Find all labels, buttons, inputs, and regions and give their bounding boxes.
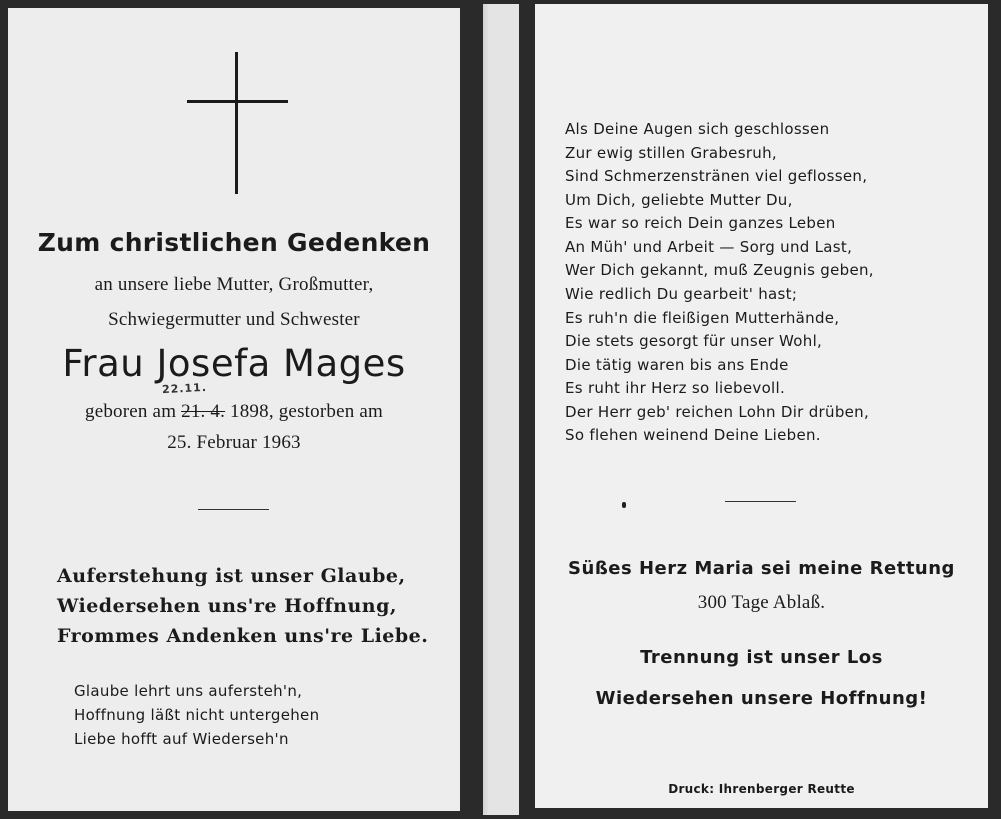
poem-line-10: Die stets gesorgt für unser Wohl, bbox=[565, 332, 823, 350]
birth-prefix: geboren am bbox=[85, 401, 177, 422]
poem-line-14: So flehen weinend Deine Lieben. bbox=[565, 426, 821, 444]
closing-line-1: Trennung ist unser Los bbox=[640, 647, 883, 668]
divider bbox=[198, 509, 269, 510]
ink-speck bbox=[622, 502, 626, 508]
motto-line-2: Wiedersehen uns're Hoffnung, bbox=[57, 595, 397, 617]
poem-line-2: Zur ewig stillen Grabesruh, bbox=[565, 144, 777, 162]
poem-line-12: Es ruht ihr Herz so liebevoll. bbox=[565, 379, 786, 397]
poem-line-6: An Müh' und Arbeit — Sorg und Last, bbox=[565, 238, 853, 256]
memorial-heading: Zum christlichen Gedenken bbox=[37, 228, 431, 257]
handwritten-date-correction: 22.11. bbox=[161, 380, 208, 397]
birth-rest: 1898, gestorben am bbox=[230, 401, 383, 422]
poem-line-3: Sind Schmerzenstränen viel geflossen, bbox=[565, 167, 868, 185]
poem-line-5: Es war so reich Dein ganzes Leben bbox=[565, 214, 836, 232]
death-date: 25. Februar 1963 bbox=[167, 432, 301, 453]
dedication-line-1: an unsere liebe Mutter, Großmutter, bbox=[94, 274, 374, 295]
motto-line-3: Frommes Andenken uns're Liebe. bbox=[57, 625, 429, 647]
cross-icon bbox=[235, 52, 238, 194]
fold-shadow bbox=[483, 4, 489, 815]
cross-icon-bar bbox=[187, 100, 288, 103]
printer-credit: Druck: Ihrenberger Reutte bbox=[668, 782, 855, 796]
verse-line-3: Liebe hofft auf Wiederseh'n bbox=[74, 730, 289, 748]
poem-line-8: Wie redlich Du gearbeit' hast; bbox=[565, 285, 798, 303]
poem-line-1: Als Deine Augen sich geschlossen bbox=[565, 120, 830, 138]
poem-line-9: Es ruh'n die fleißigen Mutterhände, bbox=[565, 309, 840, 327]
poem-line-11: Die tätig waren bis ans Ende bbox=[565, 356, 789, 374]
birth-death-line bbox=[8, 401, 460, 423]
verse-line-2: Hoffnung läßt nicht untergehen bbox=[74, 706, 320, 724]
poem-line-4: Um Dich, geliebte Mutter Du, bbox=[565, 191, 793, 209]
verse-line-1: Glaube lehrt uns aufersteh'n, bbox=[74, 682, 303, 700]
motto-line-1: Auferstehung ist unser Glaube, bbox=[57, 565, 406, 587]
struck-birth-date: 21. 4. bbox=[181, 401, 226, 422]
poem-line-7: Wer Dich gekannt, muß Zeugnis geben, bbox=[565, 261, 874, 279]
left-card bbox=[8, 8, 460, 811]
dedication-line-2: Schwiegermutter und Schwester bbox=[108, 309, 360, 330]
prayer-line: Süßes Herz Maria sei meine Rettung bbox=[568, 558, 955, 579]
closing-line-2: Wiedersehen unsere Hoffnung! bbox=[595, 688, 928, 709]
card-fold-strip bbox=[483, 4, 519, 815]
right-card bbox=[535, 4, 988, 808]
divider bbox=[725, 501, 796, 502]
deceased-name: Frau Josefa Mages bbox=[62, 342, 406, 385]
poem-line-13: Der Herr geb' reichen Lohn Dir drüben, bbox=[565, 403, 870, 421]
indulgence-line: 300 Tage Ablaß. bbox=[697, 592, 826, 613]
